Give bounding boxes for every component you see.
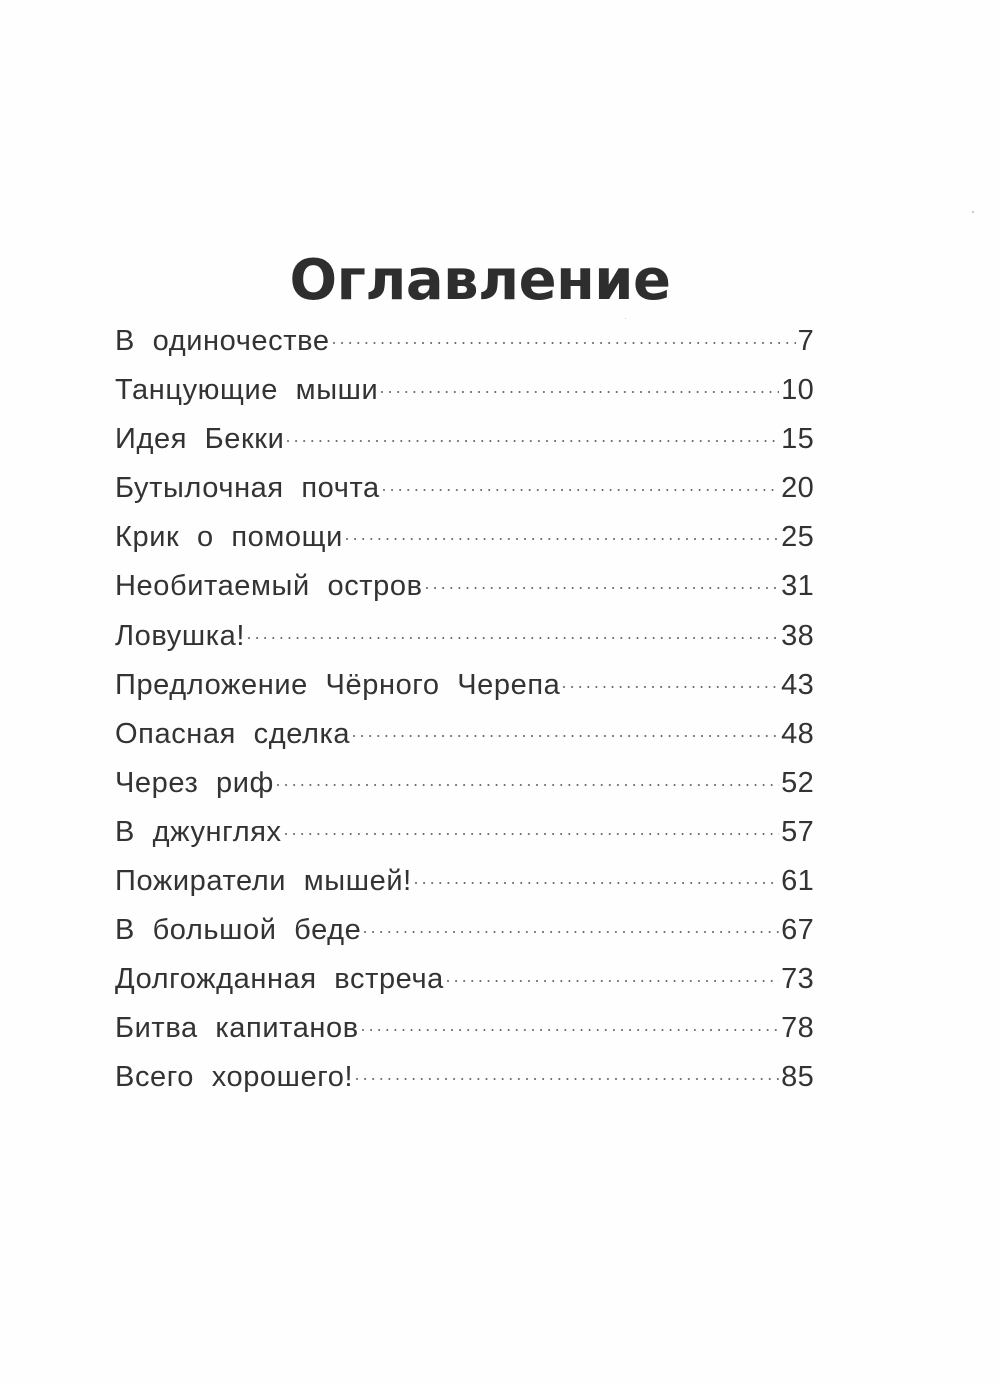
toc-entry-page: 57 <box>781 815 814 848</box>
toc-entry[interactable] <box>115 464 814 513</box>
dot-leader <box>362 1007 779 1037</box>
table-of-contents <box>115 317 814 1103</box>
toc-entry[interactable] <box>115 857 814 906</box>
toc-entry-page: 61 <box>781 865 814 898</box>
scan-speck <box>625 318 626 319</box>
dot-leader <box>356 1056 779 1086</box>
toc-entry[interactable] <box>115 513 814 562</box>
toc-entry-page: 10 <box>781 374 814 407</box>
page-title: Оглавление <box>289 247 671 313</box>
toc-entry[interactable] <box>115 415 814 464</box>
toc-entry-title: Танцующие мыши <box>115 374 379 407</box>
dot-leader <box>563 664 779 694</box>
toc-entry-page: 31 <box>781 570 814 603</box>
dot-leader <box>415 860 779 890</box>
toc-entry-page: 78 <box>781 1012 814 1045</box>
toc-entry-page: 85 <box>781 1061 814 1094</box>
toc-entry-page: 43 <box>781 668 814 701</box>
dot-leader <box>287 418 779 448</box>
toc-entry[interactable] <box>115 661 814 710</box>
dot-leader <box>285 811 780 841</box>
dot-leader <box>248 615 779 645</box>
toc-entry-page: 20 <box>781 472 814 505</box>
toc-entry-title: Предложение Чёрного Черепа <box>115 668 561 701</box>
toc-entry-title: Долгожданная встреча <box>115 963 444 996</box>
toc-entry[interactable] <box>115 906 814 955</box>
toc-entry-title: Ловушка! <box>115 619 246 652</box>
toc-entry[interactable] <box>115 317 814 366</box>
dot-leader <box>346 516 779 546</box>
dot-leader <box>383 467 779 497</box>
dot-leader <box>447 958 779 988</box>
toc-entry[interactable] <box>115 759 814 808</box>
dot-leader <box>381 369 779 399</box>
toc-entry-title: Необитаемый остров <box>115 570 423 603</box>
toc-entry[interactable] <box>115 710 814 759</box>
toc-entry-page: 67 <box>781 914 814 947</box>
toc-entry-page: 38 <box>781 619 814 652</box>
toc-entry-page: 48 <box>781 717 814 750</box>
toc-entry-title: Бутылочная почта <box>115 472 380 505</box>
dot-leader <box>426 565 780 595</box>
toc-entry-page: 25 <box>781 521 814 554</box>
toc-entry-title: Крик о помощи <box>115 521 343 554</box>
toc-entry-title: Через риф <box>115 766 275 799</box>
toc-entry[interactable] <box>115 612 814 661</box>
dot-leader <box>353 713 779 743</box>
toc-entry[interactable] <box>115 1004 814 1053</box>
toc-entry[interactable] <box>115 1053 814 1102</box>
toc-entry-page: 52 <box>781 766 814 799</box>
dot-leader <box>333 320 796 350</box>
toc-entry-title: В большой беде <box>115 914 362 947</box>
toc-entry-page: 73 <box>781 963 814 996</box>
toc-entry[interactable] <box>115 366 814 415</box>
dot-leader <box>277 762 779 792</box>
toc-entry-title: Опасная сделка <box>115 717 351 750</box>
toc-entry-title: В джунглях <box>115 815 282 848</box>
toc-entry[interactable] <box>115 562 814 611</box>
toc-entry-title: Всего хорошего! <box>115 1061 354 1094</box>
toc-entry-page: 15 <box>781 423 814 456</box>
toc-entry-title: В одиночестве <box>115 325 330 357</box>
toc-entry-title: Идея Бекки <box>115 423 285 456</box>
scan-speck <box>972 211 974 213</box>
toc-entry-title: Битва капитанов <box>115 1012 359 1045</box>
toc-entry[interactable] <box>115 808 814 857</box>
toc-entry-title: Пожиратели мышей! <box>115 865 412 898</box>
toc-entry-page: 7 <box>797 325 814 357</box>
toc-entry[interactable] <box>115 955 814 1004</box>
dot-leader <box>364 909 779 939</box>
